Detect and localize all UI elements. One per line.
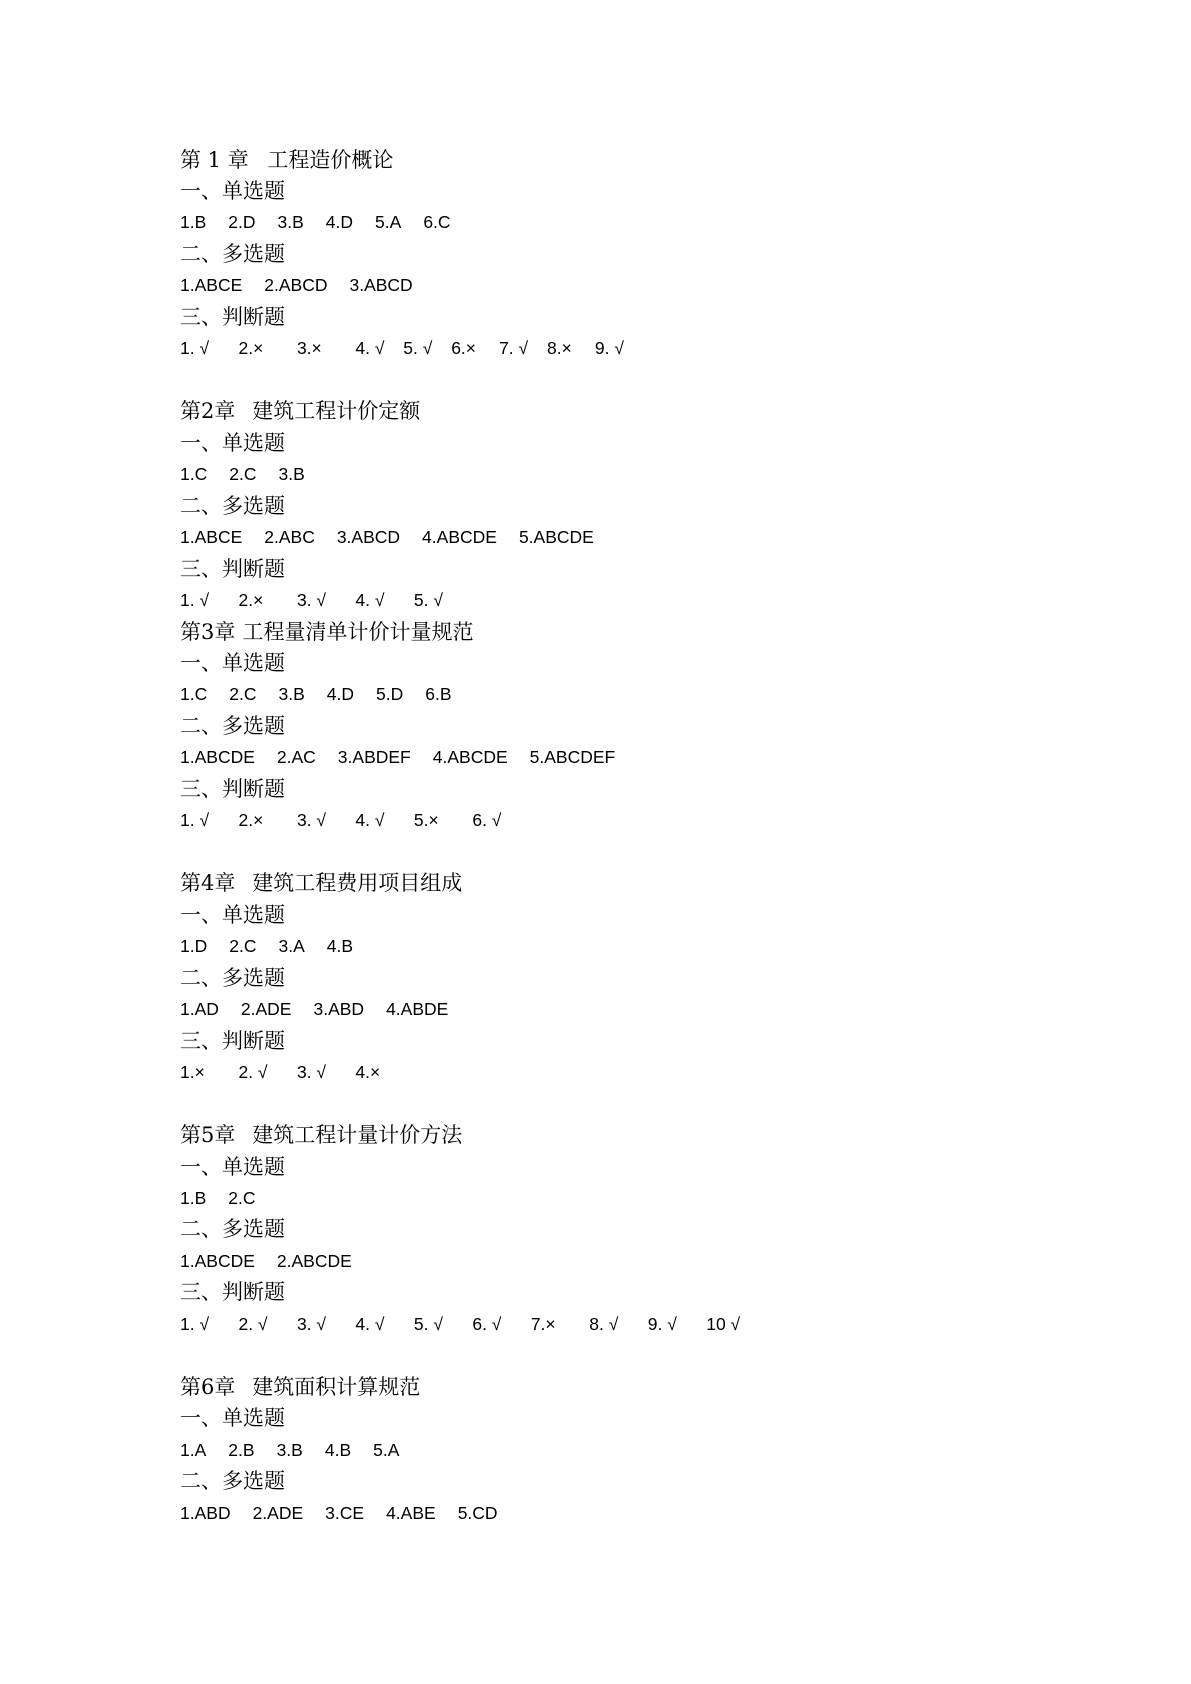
answer-item: 5.D bbox=[375, 684, 404, 705]
chapter-title: 工程造价概论 bbox=[267, 147, 394, 172]
chapter-number: 第2章 bbox=[180, 399, 236, 424]
true-false-section bbox=[180, 1026, 1010, 1089]
answer-item: 1.B bbox=[180, 212, 207, 233]
section-heading: 一、单选题 bbox=[180, 1154, 285, 1179]
answer-item: 5.A bbox=[375, 212, 402, 233]
chapter-1 bbox=[180, 145, 1010, 365]
chapter-6 bbox=[180, 1372, 1010, 1529]
answer-item: 1.AD bbox=[180, 999, 219, 1020]
multiple-choice-section bbox=[180, 1466, 1010, 1529]
chapter-heading bbox=[180, 1120, 1010, 1151]
answer-item: 5.A bbox=[373, 1439, 400, 1460]
answer-item: 2. √ bbox=[238, 1062, 268, 1083]
answer-item: 4. √ bbox=[355, 1313, 385, 1334]
answer-list bbox=[180, 1435, 1010, 1466]
answer-item: 3.ABCD bbox=[336, 527, 401, 548]
answer-item: 1.ABCE bbox=[180, 275, 243, 296]
answer-item: 4.ABCDE bbox=[422, 527, 497, 548]
chapter-title: 工程量清单计价计量规范 bbox=[242, 619, 474, 644]
single-choice-section bbox=[180, 176, 1010, 239]
true-false-section bbox=[180, 302, 1010, 365]
single-choice-section bbox=[180, 648, 1010, 711]
answer-item: 2.ABCDE bbox=[276, 1250, 352, 1271]
section-heading: 三、判断题 bbox=[180, 304, 285, 329]
answer-item: 2.× bbox=[238, 338, 264, 359]
answer-item: 1. √ bbox=[180, 810, 210, 831]
chapter-heading bbox=[180, 868, 1010, 899]
answer-item: 1.B bbox=[180, 1187, 207, 1208]
answer-list bbox=[180, 522, 1010, 553]
answer-item: 2.C bbox=[229, 684, 257, 705]
true-false-section bbox=[180, 554, 1010, 617]
answer-item: 3.B bbox=[278, 684, 305, 705]
answer-item: 3.B bbox=[276, 1439, 303, 1460]
answer-item: 8. √ bbox=[589, 1313, 619, 1334]
chapter-title: 建筑工程费用项目组成 bbox=[252, 871, 463, 896]
answer-list bbox=[180, 459, 1010, 490]
answer-item: 1. √ bbox=[180, 338, 210, 359]
chapter-number: 第5章 bbox=[180, 1123, 236, 1148]
answer-item: 10 √ bbox=[706, 1313, 741, 1334]
chapter-heading bbox=[180, 145, 1010, 176]
section-heading: 一、单选题 bbox=[180, 902, 285, 927]
multiple-choice-section bbox=[180, 1214, 1010, 1277]
chapter-heading bbox=[180, 1372, 1010, 1403]
answer-item: 3. √ bbox=[296, 1062, 326, 1083]
answer-item: 2.C bbox=[229, 464, 257, 485]
answer-item: 3.CE bbox=[325, 1502, 365, 1523]
section-heading: 二、多选题 bbox=[180, 1469, 285, 1494]
section-heading: 一、单选题 bbox=[180, 651, 285, 675]
answer-item: 3.B bbox=[277, 212, 304, 233]
answer-list bbox=[180, 585, 1010, 616]
chapter-3 bbox=[180, 617, 1010, 837]
answer-item: 6. √ bbox=[472, 1313, 502, 1334]
answer-item: 1.× bbox=[180, 1062, 205, 1083]
answer-item: 1.ABCE bbox=[180, 527, 243, 548]
answer-item: 3.ABD bbox=[313, 999, 365, 1020]
answer-list bbox=[180, 1309, 1010, 1340]
answer-item: 2.AC bbox=[276, 747, 316, 768]
answer-item: 5.CD bbox=[457, 1502, 498, 1523]
answer-item: 4. √ bbox=[355, 338, 385, 359]
answer-item: 4.D bbox=[326, 684, 354, 705]
answer-item: 3. √ bbox=[296, 1313, 326, 1334]
answer-item: 3. √ bbox=[296, 810, 326, 831]
answer-item: 2.B bbox=[228, 1439, 255, 1460]
answer-item: 5.ABCDE bbox=[518, 527, 594, 548]
answer-item: 4.B bbox=[324, 1439, 352, 1460]
answer-item: 1.ABCDE bbox=[180, 1250, 255, 1271]
answer-item: 2.× bbox=[238, 810, 264, 831]
answer-list bbox=[180, 270, 1010, 301]
answer-list bbox=[180, 1057, 1010, 1088]
answer-list bbox=[180, 1246, 1010, 1277]
answer-list bbox=[180, 207, 1010, 238]
answer-item: 2.C bbox=[228, 1187, 256, 1208]
answer-item: 9. √ bbox=[647, 1313, 677, 1334]
answer-item: 4.ABCDE bbox=[432, 747, 508, 768]
true-false-section bbox=[180, 774, 1010, 837]
answer-item: 3.× bbox=[296, 338, 322, 359]
answer-item: 9. √ bbox=[594, 338, 624, 359]
answer-item: 1.C bbox=[180, 464, 208, 485]
chapter-title: 建筑工程计量计价方法 bbox=[252, 1123, 463, 1148]
chapter-2 bbox=[180, 396, 1010, 616]
section-heading: 二、多选题 bbox=[180, 965, 285, 990]
answer-item: 3.ABDEF bbox=[337, 747, 411, 768]
answer-item: 2. √ bbox=[238, 1313, 268, 1334]
chapter-number: 第3章 bbox=[180, 619, 236, 644]
section-heading: 三、判断题 bbox=[180, 1028, 285, 1053]
answer-item: 3.A bbox=[278, 936, 305, 957]
section-heading: 一、单选题 bbox=[180, 1406, 285, 1431]
multiple-choice-section bbox=[180, 491, 1010, 554]
answer-list bbox=[180, 1498, 1010, 1529]
answer-item: 2.ABCD bbox=[264, 275, 328, 296]
answer-item: 6. √ bbox=[472, 810, 502, 831]
chapter-heading bbox=[180, 617, 1010, 648]
answer-item: 6.B bbox=[425, 684, 452, 705]
answer-item: 2.ADE bbox=[240, 999, 292, 1020]
answer-item: 2.ABC bbox=[264, 527, 315, 548]
answer-item: 1.A bbox=[180, 1439, 207, 1460]
section-heading: 三、判断题 bbox=[180, 1280, 285, 1305]
answer-item: 5.× bbox=[413, 810, 439, 831]
section-heading: 三、判断题 bbox=[180, 556, 285, 581]
answer-list bbox=[180, 742, 1010, 773]
chapter-number: 第4章 bbox=[180, 871, 236, 896]
answer-key-document bbox=[180, 145, 1010, 1530]
answer-list bbox=[180, 805, 1010, 836]
chapter-heading bbox=[180, 396, 1010, 427]
answer-item: 4. √ bbox=[355, 810, 385, 831]
answer-item: 1. √ bbox=[180, 1313, 210, 1334]
answer-item: 2.D bbox=[228, 212, 256, 233]
answer-list bbox=[180, 994, 1010, 1025]
chapter-number: 第6章 bbox=[180, 1374, 236, 1399]
answer-item: 4. √ bbox=[355, 590, 385, 611]
answer-item: 4.ABE bbox=[386, 1502, 436, 1523]
answer-item: 1.ABCDE bbox=[180, 747, 255, 768]
answer-item: 5. √ bbox=[403, 338, 433, 359]
answer-item: 1.D bbox=[180, 936, 208, 957]
single-choice-section bbox=[180, 1152, 1010, 1215]
section-heading: 一、单选题 bbox=[180, 430, 285, 455]
answer-item: 2.× bbox=[238, 590, 264, 611]
answer-item: 5. √ bbox=[413, 590, 443, 611]
answer-item: 1. √ bbox=[180, 590, 210, 611]
multiple-choice-section bbox=[180, 711, 1010, 774]
section-heading: 二、多选题 bbox=[180, 241, 285, 266]
answer-item: 4.× bbox=[355, 1062, 381, 1083]
answer-item: 6.C bbox=[423, 212, 451, 233]
chapter-title: 建筑工程计价定额 bbox=[252, 399, 421, 424]
chapter-4 bbox=[180, 868, 1010, 1088]
answer-item: 2.C bbox=[229, 936, 257, 957]
section-heading: 二、多选题 bbox=[180, 493, 285, 518]
answer-list bbox=[180, 679, 1010, 710]
section-heading: 二、多选题 bbox=[180, 1217, 285, 1242]
multiple-choice-section bbox=[180, 963, 1010, 1026]
answer-list bbox=[180, 1183, 1010, 1214]
answer-item: 1.C bbox=[180, 684, 208, 705]
answer-item: 3. √ bbox=[296, 590, 326, 611]
section-heading: 二、多选题 bbox=[180, 713, 285, 738]
answer-item: 4.D bbox=[325, 212, 354, 233]
multiple-choice-section bbox=[180, 239, 1010, 302]
answer-list bbox=[180, 931, 1010, 962]
answer-item: 1.ABD bbox=[180, 1502, 231, 1523]
answer-item: 6.× bbox=[451, 338, 477, 359]
answer-list bbox=[180, 333, 1010, 364]
true-false-section bbox=[180, 1277, 1010, 1340]
chapter-title: 建筑面积计算规范 bbox=[252, 1374, 421, 1399]
answer-item: 5.ABCDEF bbox=[529, 747, 616, 768]
answer-item: 4.ABDE bbox=[386, 999, 449, 1020]
answer-item: 7. √ bbox=[499, 338, 529, 359]
section-heading: 三、判断题 bbox=[180, 776, 285, 801]
chapter-5 bbox=[180, 1120, 1010, 1340]
chapter-number: 第 1 章 bbox=[180, 147, 249, 172]
single-choice-section bbox=[180, 900, 1010, 963]
answer-item: 8.× bbox=[546, 338, 572, 359]
answer-item: 2.ADE bbox=[252, 1502, 304, 1523]
answer-item: 3.ABCD bbox=[349, 275, 413, 296]
answer-item: 7.× bbox=[530, 1313, 556, 1334]
section-heading: 一、单选题 bbox=[180, 178, 285, 203]
answer-item: 5. √ bbox=[413, 1313, 443, 1334]
answer-item: 4.B bbox=[326, 936, 354, 957]
answer-item: 3.B bbox=[278, 464, 305, 485]
single-choice-section bbox=[180, 1403, 1010, 1466]
single-choice-section bbox=[180, 428, 1010, 491]
